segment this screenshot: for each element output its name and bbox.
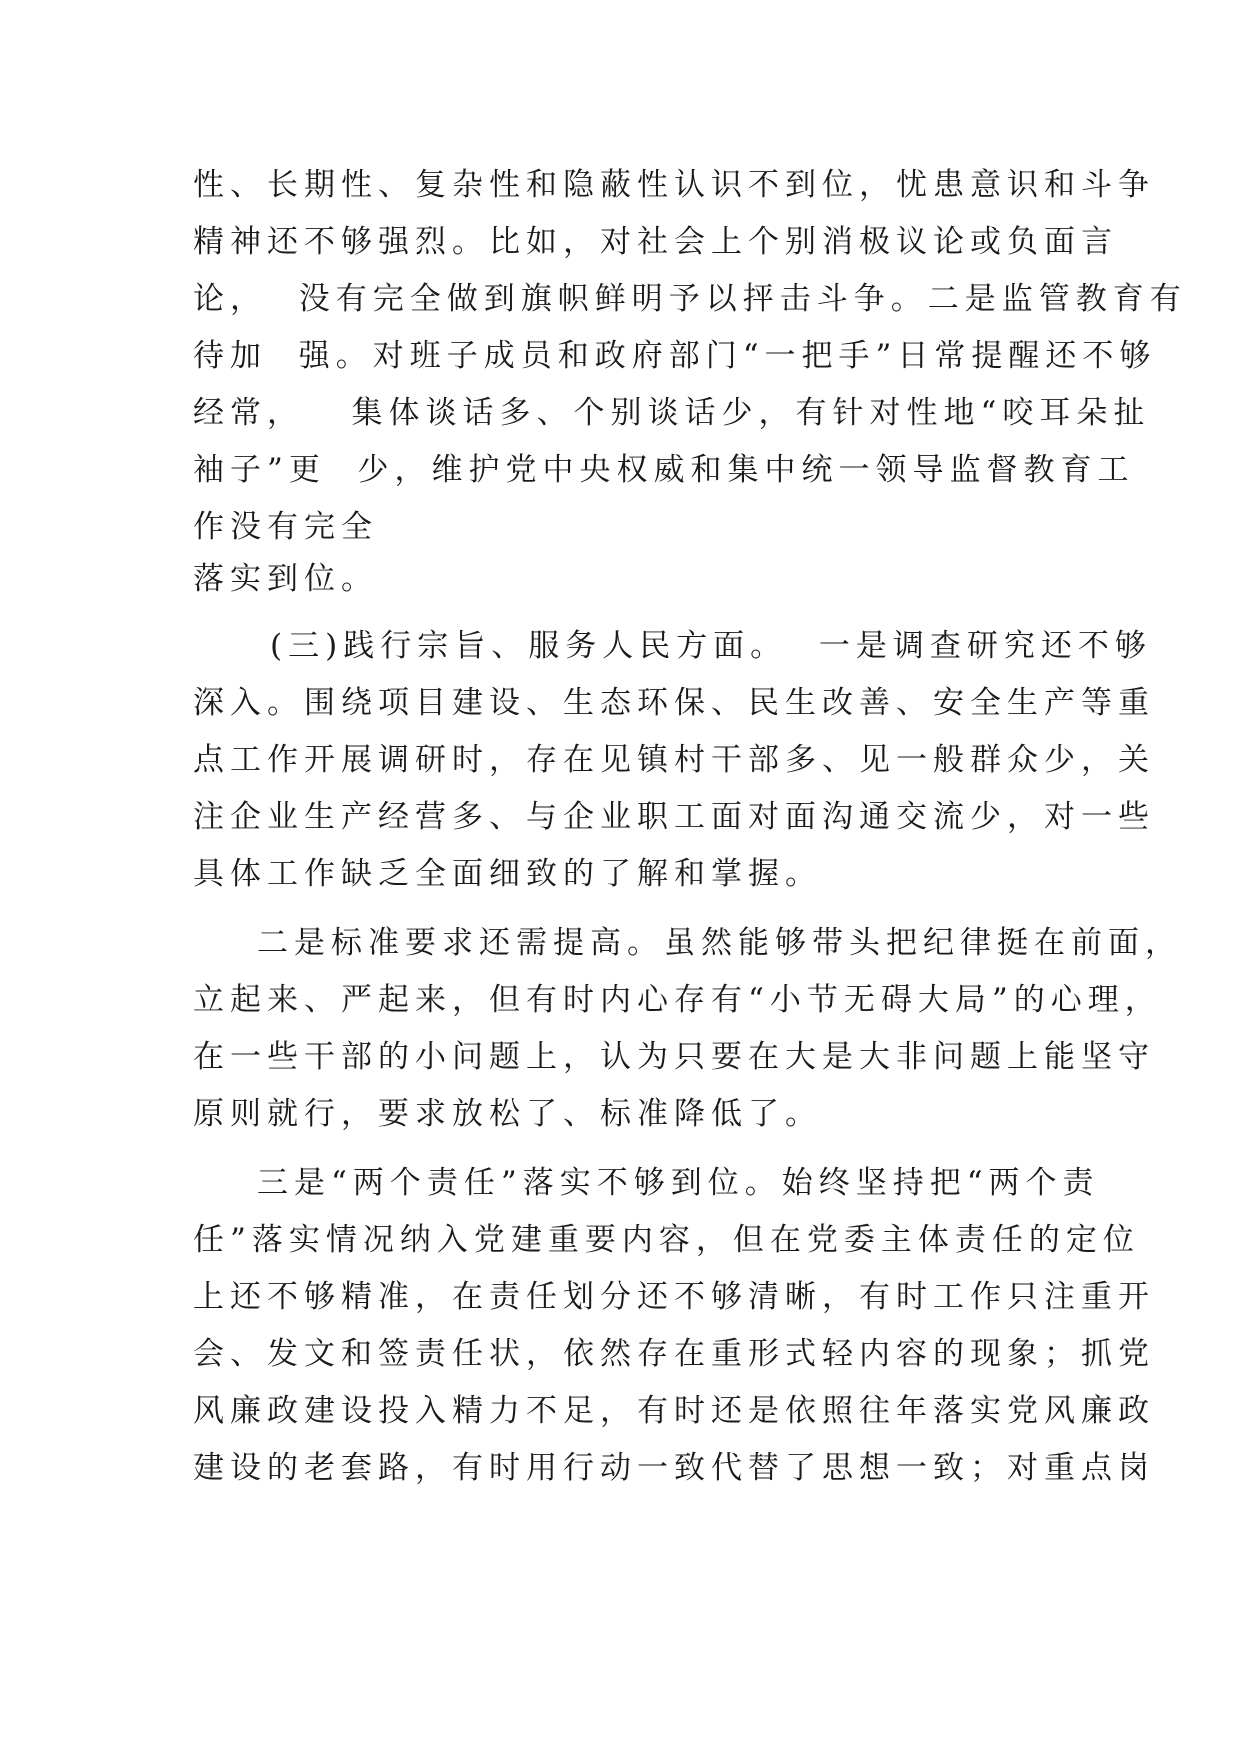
text-line: 建设的老套路，有时用行动一致代替了思想一致；对重点岗 — [193, 1450, 1155, 1486]
text-line: 点工作开展调研时，存在见镇村干部多、见一般群众少，关 — [193, 742, 1155, 778]
text-line: 袖子”更 少，维护党中央权威和集中统一领导监督教育工 — [193, 452, 1135, 488]
paragraph-start-line: 二是标准要求还需提高。虽然能够带头把纪律挺在前面， — [257, 925, 1182, 961]
paragraph-start-line: 三是“两个责任”落实不够到位。始终坚持把“两个责 — [257, 1165, 1100, 1201]
text-line: 精神还不够强烈。比如，对社会上个别消极议论或负面言 — [193, 224, 1118, 260]
section-heading-line: (三)践行宗旨、服务人民方面。 一是调查研究还不够 — [270, 628, 1152, 664]
text-line: 上还不够精准，在责任划分还不够清晰，有时工作只注重开 — [193, 1279, 1155, 1315]
text-line: 立起来、严起来，但有时内心存有“小节无碍大局”的心理， — [193, 982, 1162, 1018]
text-line: 性、长期性、复杂性和隐蔽性认识不到位，忧患意识和斗争 — [193, 167, 1155, 203]
text-line: 深入。围绕项目建设、生态环保、民生改善、安全生产等重 — [193, 685, 1155, 721]
text-line: 经常， 集体谈话多、个别谈话少，有针对性地“咬耳朵扯 — [193, 395, 1151, 431]
text-line: 原则就行，要求放松了、标准降低了。 — [193, 1096, 822, 1132]
text-line: 注企业生产经营多、与企业职工面对面沟通交流少，对一些 — [193, 799, 1155, 835]
text-line: 会、发文和签责任状，依然存在重形式轻内容的现象；抓党 — [193, 1336, 1155, 1372]
text-line: 待加 强。对班子成员和政府部门“一把手”日常提醒还不够 — [193, 338, 1157, 374]
text-line: 论， 没有完全做到旗帜鲜明予以抨击斗争。二是监管教育有 — [193, 281, 1187, 317]
text-line: 作没有完全 — [193, 509, 378, 545]
text-line: 风廉政建设投入精力不足，有时还是依照往年落实党风廉政 — [193, 1393, 1155, 1429]
text-line: 在一些干部的小问题上，认为只要在大是大非问题上能坚守 — [193, 1039, 1155, 1075]
text-line: 落实到位。 — [193, 561, 378, 597]
text-line: 任”落实情况纳入党建重要内容，但在党委主体责任的定位 — [193, 1222, 1140, 1258]
text-line: 具体工作缺乏全面细致的了解和掌握。 — [193, 856, 822, 892]
